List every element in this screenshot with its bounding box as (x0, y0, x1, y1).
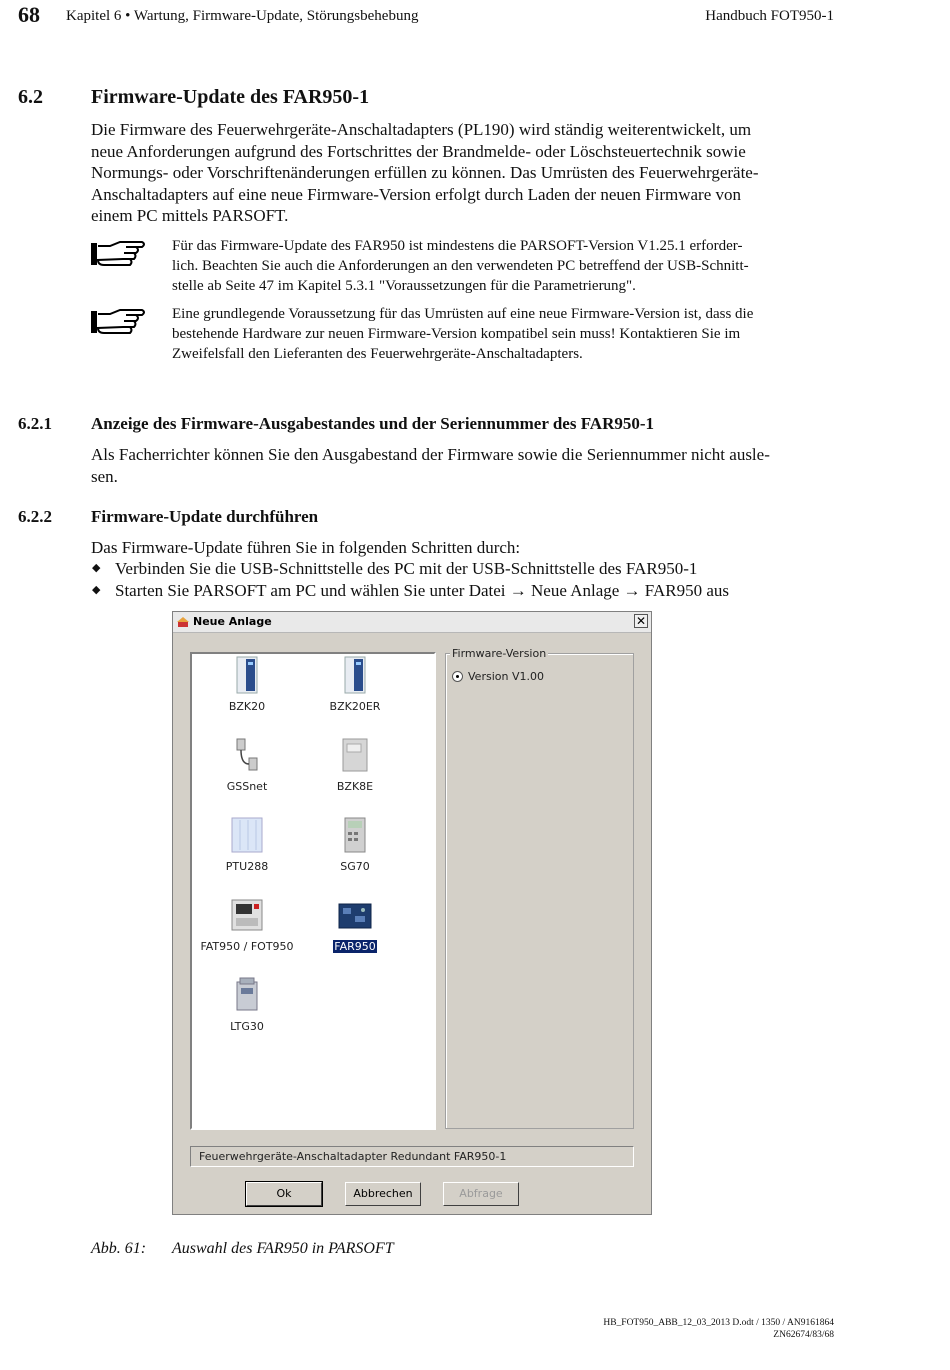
text-line: stelle ab Seite 47 im Kapitel 5.3.1 "Voraussetzungen für die Parametrierung". (172, 278, 636, 294)
version-radio[interactable] (452, 671, 463, 682)
device-label: LTG30 (230, 1020, 264, 1033)
list-item (91, 558, 729, 580)
text-line: Die Firmware des Feuerwehrgeräte-Anschaltadapters (PL190) wird ständig weiterentwickelt, um (91, 120, 752, 139)
sg70-device-icon (341, 816, 369, 854)
subsection-title: Firmware-Update durchführen (91, 507, 319, 526)
text-line: einem PC mittels PARSOFT. (91, 206, 289, 225)
text-line: Normungs- oder Vorschriftenänderungen erfüllen zu können. Das Umrüsten des Feuerwehrgeräte- (91, 163, 759, 182)
device-item-ptu288[interactable] (192, 816, 302, 873)
gssnet-device-icon (233, 736, 261, 774)
text-line: Anschaltadapters auf eine neue Firmware-Version erfolgt durch Laden der neuen Firmware von (91, 184, 742, 204)
page-number: 68 (18, 2, 40, 27)
section-title: Firmware-Update des FAR950-1 (91, 86, 370, 108)
device-label: FAT950 / FOT950 (200, 940, 294, 953)
device-label: SG70 (340, 860, 370, 873)
device-label: BZK20 (228, 700, 266, 713)
readout-paragraph (91, 444, 841, 487)
text-line: bestehende Hardware zur neuen Firmware-Version kompatibel sein muss! Kontaktieren Sie im (172, 326, 741, 342)
device-list[interactable] (190, 652, 436, 1130)
figure-number: Abb. 61: (91, 1240, 147, 1257)
device-item-sg70[interactable] (300, 816, 410, 873)
bzk8e-device-icon (341, 736, 369, 774)
dialog-title: Neue Anlage (193, 615, 272, 628)
version-radio-label[interactable]: Version V1.00 (468, 670, 544, 683)
device-label: BZK8E (336, 780, 374, 793)
app-icon (177, 616, 189, 628)
device-item-bzk20[interactable] (192, 656, 302, 713)
section-number: 6.2 (18, 86, 43, 108)
subsection-number: 6.2.1 (18, 414, 52, 433)
figure-caption (91, 1240, 394, 1258)
fat950-device-icon (230, 896, 264, 934)
device-label-selected: FAR950 (334, 940, 376, 953)
new-installation-dialog (172, 611, 652, 1215)
far950-board-icon (337, 896, 373, 934)
text-line: Für das Firmware-Update des FAR950 ist mindestens die PARSOFT-Version V1.25.1 erforder- (172, 238, 743, 254)
device-item-ltg30[interactable] (192, 976, 302, 1033)
dialog-titlebar[interactable] (173, 612, 651, 633)
firmware-version-group (445, 653, 634, 1129)
manual-title: Handbuch FOT950-1 (705, 8, 834, 24)
subsection-number: 6.2.2 (18, 507, 52, 526)
device-label: PTU288 (225, 860, 269, 873)
steps-list (91, 558, 729, 601)
bullet-diamond-icon: ◆ (92, 562, 101, 574)
footer-ref: ZN62674/83/68 (773, 1330, 834, 1340)
list-item (91, 580, 729, 602)
cancel-button[interactable]: Abbrechen (345, 1182, 421, 1206)
text-line: Zweifelsfall den Lieferanten des Feuerwehrgeräte-Anschaltadapters. (172, 346, 583, 362)
close-button[interactable]: ✕ (635, 614, 647, 628)
device-item-far950[interactable] (300, 896, 410, 953)
device-item-gssnet[interactable] (192, 736, 302, 793)
steps-intro: Das Firmware-Update führen Sie in folgenden Schritten durch: (91, 538, 521, 557)
note-parsoft-version (172, 236, 837, 296)
device-label: GSSnet (226, 780, 268, 793)
text-line: sen. (91, 466, 118, 486)
intro-paragraph (91, 119, 841, 227)
ptu288-device-icon (230, 816, 264, 854)
pointing-hand-icon (90, 308, 148, 336)
bullet-diamond-icon: ◆ (92, 583, 101, 596)
text-line: Als Facherrichter können Sie den Ausgabestand der Firmware sowie die Seriennummer nicht ausle- (91, 445, 770, 464)
ltg30-device-icon (233, 976, 261, 1014)
subsection-title: Anzeige des Firmware-Ausgabestandes und der Seriennummer des FAR950-1 (91, 414, 655, 433)
text-line: Eine grundlegende Voraussetzung für das Umrüsten auf eine neue Firmware-Version ist, dass die (172, 306, 754, 322)
figure-caption-text: Auswahl des FAR950 in PARSOFT (172, 1240, 394, 1257)
note-hardware-compat (172, 304, 837, 364)
device-item-bzk20er[interactable] (300, 656, 410, 713)
step-text: Starten Sie PARSOFT am PC und wählen Sie unter Datei → Neue Anlage → FAR950 aus (115, 580, 730, 600)
query-button[interactable]: Abfrage (443, 1182, 519, 1206)
step-text: Verbinden Sie die USB-Schnittstelle des PC mit der USB-Schnittstelle des FAR950-1 (115, 559, 698, 578)
device-item-bzk8e[interactable] (300, 736, 410, 793)
device-item-fat950-fot950[interactable] (192, 896, 302, 953)
text-line: neue Anforderungen aufgrund des Fortschrittes der Brandmelde- oder Löschsteuertechnik sowie (91, 141, 746, 161)
chapter-heading: Kapitel 6 • Wartung, Firmware-Update, Störungsbehebung (66, 8, 419, 24)
device-description-field: Feuerwehrgeräte-Anschaltadapter Redundant FAR950-1 (190, 1146, 634, 1167)
ok-button[interactable]: Ok (246, 1182, 322, 1206)
device-label: BZK20ER (329, 700, 381, 713)
bzk20-device-icon (233, 656, 261, 694)
pointing-hand-icon (90, 240, 148, 268)
bzk20er-device-icon (341, 656, 369, 694)
firmware-version-label: Firmware-Version (452, 647, 547, 660)
text-line: lich. Beachten Sie auch die Anforderungen an den verwendeten PC betreffend der USB-Schnitt- (172, 258, 749, 274)
footer-doc-id: HB_FOT950_ABB_12_03_2013 D.odt / 1350 / AN9161864 (603, 1318, 834, 1328)
